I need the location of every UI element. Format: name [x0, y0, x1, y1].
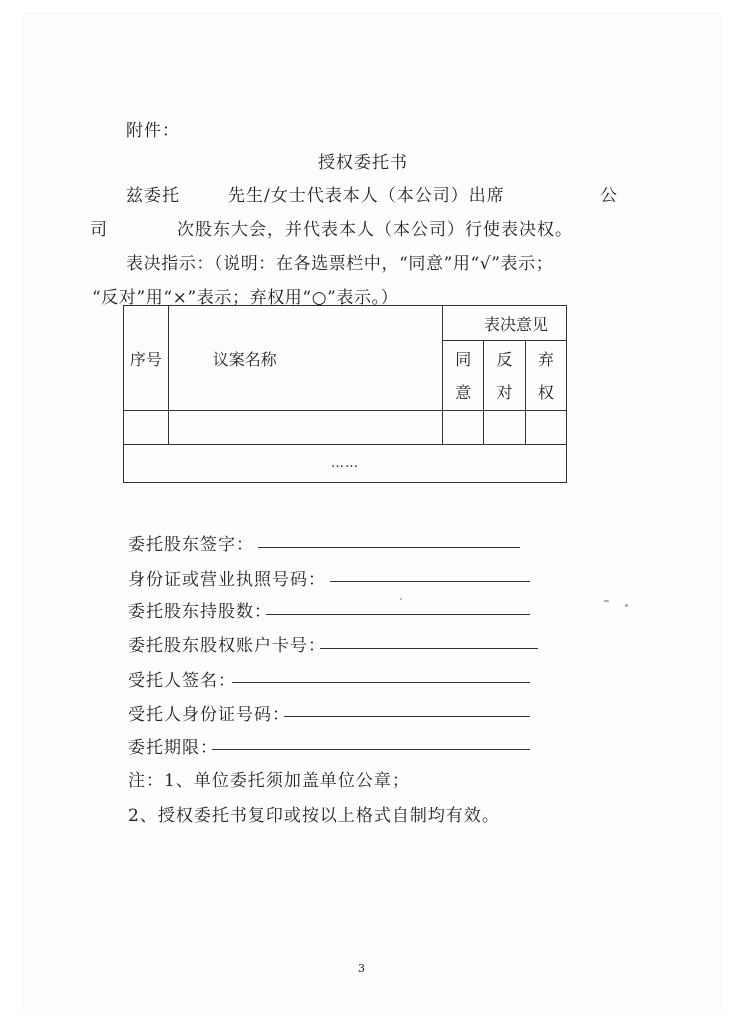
- field-proxy-sign-line: [232, 682, 530, 683]
- page-number: 3: [358, 962, 365, 975]
- abstain-char-2: 权: [537, 382, 554, 402]
- attachment-label: 附件：: [126, 121, 180, 141]
- col-oppose: [484, 341, 525, 411]
- field-account-label: 委托股东股权账户卡号：: [128, 636, 326, 656]
- field-proxy-id-label: 受托人身份证号码：: [128, 705, 290, 725]
- para-line4: “反对”用“×”表示；弃权用“○”表示。）: [92, 288, 399, 308]
- oppose-char-1: 反: [496, 349, 513, 369]
- para-line1-b: 先生/女士代表本人（本公司）出席: [228, 186, 505, 206]
- field-proxy-id-line: [284, 716, 530, 717]
- field-period-line: [212, 749, 530, 750]
- table-ellipsis: ……: [124, 445, 567, 483]
- para-line2-a: 司: [90, 220, 108, 240]
- cell-empty-oppose: [484, 411, 525, 445]
- col-header-name: 议案名称: [168, 306, 442, 411]
- col-header-opinion: 表决意见: [443, 306, 567, 341]
- agree-char-2: 意: [455, 382, 472, 402]
- field-proxy-sign-label: 受托人签名：: [128, 671, 236, 691]
- field-shares-line: [266, 614, 530, 615]
- field-account-line: [320, 648, 538, 649]
- voting-table: [123, 305, 567, 483]
- oppose-char-2: 对: [496, 382, 513, 402]
- para-line3: 表决指示：（说明：在各选票栏中，“同意”用“√”表示；: [126, 254, 554, 274]
- field-shares-label: 委托股东持股数：: [128, 602, 272, 622]
- field-id-label: 身份证或营业执照号码：: [128, 570, 326, 590]
- field-signature-line: [258, 547, 520, 548]
- col-agree: [443, 341, 484, 411]
- cell-empty-agree: [443, 411, 484, 445]
- para-line2-b: 次股东大会，并代表本人（本公司）行使表决权。: [177, 220, 573, 240]
- para-line1-a: 兹委托: [126, 186, 180, 206]
- agree-char-1: 同: [455, 349, 472, 369]
- cell-empty-name: [168, 411, 442, 445]
- abstain-char-1: 弃: [537, 349, 554, 369]
- col-abstain: [525, 341, 566, 411]
- field-signature-label: 委托股东签字：: [128, 535, 254, 555]
- note-2: 2、授权委托书复印或按以上格式自制均有效。: [128, 806, 500, 826]
- cell-empty-no: [124, 411, 169, 445]
- field-period-label: 委托期限：: [128, 738, 218, 758]
- table-row-empty: [124, 411, 567, 445]
- table-row-ellipsis: [124, 445, 567, 483]
- scan-speck: [604, 600, 609, 602]
- document-title: 授权委托书: [318, 153, 408, 173]
- cell-empty-abstain: [525, 411, 566, 445]
- note-1: 注：1、单位委托须加盖单位公章；: [128, 771, 410, 791]
- col-header-no: 序号: [124, 306, 169, 411]
- scan-speck: [400, 598, 402, 600]
- para-line1-c: 公: [600, 186, 618, 206]
- scan-speck: [625, 604, 628, 607]
- field-id-line: [330, 581, 530, 582]
